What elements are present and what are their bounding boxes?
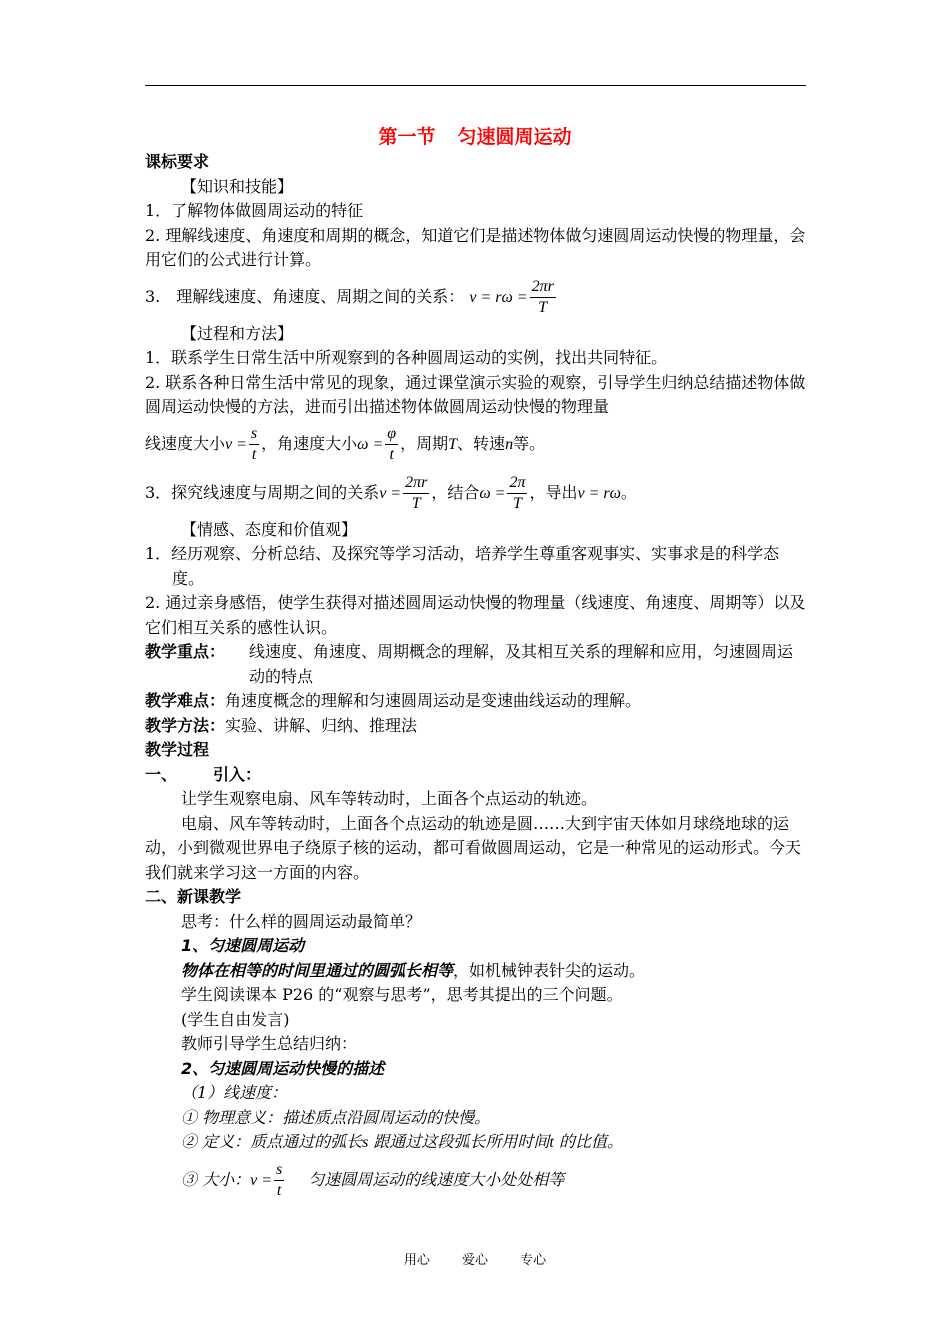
page-title	[0, 122, 950, 149]
text-angular-speed: ，角速度大小	[261, 433, 358, 453]
key-points	[145, 640, 807, 689]
section-1-definition	[145, 959, 807, 984]
fraction-numerator: φ	[385, 424, 398, 445]
fraction-denominator: T	[411, 494, 421, 512]
knowledge-item-3-formula: v = rω =	[469, 288, 528, 306]
definition-text-a: ② 定义：质点通过的弧长	[181, 1132, 363, 1151]
formula-v: v =	[379, 484, 402, 502]
fraction-denominator: t	[389, 445, 394, 463]
symbol-s: s	[362, 1134, 369, 1151]
key-points-text: 线速度、角速度、周期概念的理解，及其相互关系的理解和应用，匀速圆周运动的特点	[249, 642, 794, 686]
definition-text-b: 跟通过这段弧长所用时间	[368, 1132, 550, 1151]
process-item-2: 2. 联系各种日常生活中常见的现象，通过课堂演示实验的观察，引导学生归纳总结描述物体做圆周运动快慢的方法，进而引出描述物体做圆周运动快慢的物理量	[145, 372, 806, 416]
knowledge-item-3-text: 3. 理解线速度、角速度、周期之间的关系：	[145, 286, 465, 306]
intro-heading-number: 一、	[145, 764, 178, 784]
process-item-3	[145, 469, 807, 518]
definition-text-c: 的比值。	[553, 1132, 623, 1151]
fraction-numerator: s	[274, 1160, 284, 1181]
document-body	[145, 150, 807, 1205]
process-item-3-text: 3．探究线速度与周期之间的关系	[145, 482, 380, 502]
magnitude-label: ③ 大小：	[181, 1169, 251, 1189]
symbol-T: T	[448, 435, 458, 453]
think-question: 思考：什么样的圆周运动最简单？	[181, 911, 422, 931]
knowledge-heading: 【知识和技能】	[181, 176, 294, 196]
symbol-n: n	[505, 435, 514, 453]
text-combine: ，结合	[431, 482, 480, 502]
process-item-1: 1．联系学生日常生活中所观察到的各种圆周运动的实例，找出共同特征。	[145, 348, 668, 367]
definition-rest: ，如机械钟表针尖的运动。	[453, 960, 646, 980]
subsection-linear-speed: （1）线速度：	[181, 1083, 288, 1102]
process-section-heading: 教学过程	[145, 740, 210, 759]
intro-heading	[145, 763, 807, 788]
teacher-guide: 教师引导学生总结归纳：	[181, 1034, 358, 1053]
fraction-s-over-t	[249, 424, 259, 465]
intro-paragraph-2-text: 电扇、风车等转动时，上面各个点运动的轨迹是圆……大到宇宙天体如月球绕地球的运动，小到微观世界电子绕原子核的运动，都可看做圆周运动，它是一种常见的运动形式。今天我们就来学习这一方面的内容。	[145, 813, 802, 882]
new-lesson-heading: 二、新课教学	[145, 887, 242, 906]
formula-v: v =	[250, 1171, 272, 1189]
knowledge-item-3	[145, 273, 807, 322]
section-2-title: 2、匀速圆周运动快慢的描述	[181, 1058, 385, 1078]
fraction-numerator: 2π	[507, 473, 527, 494]
teaching-methods	[145, 714, 807, 739]
difficult-points-text: 角速度概念的理解和匀速圆周运动是变速曲线运动的理解。	[225, 691, 642, 710]
process-heading: 【过程和方法】	[181, 323, 294, 343]
title-section-number: 第一节	[378, 126, 436, 148]
emotion-item-2: 2. 通过亲身感悟，使学生获得对描述圆周运动快慢的物理量（线速度、角速度、周期等）以及它们相互关系的感性认识。	[145, 593, 806, 637]
text-etc: 等。	[513, 433, 546, 453]
intro-heading-text: 引入：	[213, 764, 262, 784]
fraction-numerator: 2πr	[403, 473, 429, 494]
knowledge-item-1: 1．了解物体做圆周运动的特征	[145, 201, 364, 220]
emotion-item-1: 1．经历观察、分析总结、及探究等学习活动，培养学生尊重客观事实、实事求是的科学态度。	[145, 544, 780, 588]
teaching-methods-label: 教学方法：	[145, 715, 226, 735]
text-period: ，周期	[400, 433, 449, 453]
header-rule	[145, 85, 806, 86]
fraction-phi-over-t	[385, 424, 398, 465]
teaching-methods-text: 实验、讲解、归纳、推理法	[225, 715, 418, 735]
fraction-denominator: t	[276, 1181, 282, 1199]
fraction-s-over-t	[274, 1160, 284, 1201]
definition-line	[145, 1130, 807, 1156]
text-rotation-speed: 、转速	[457, 433, 506, 453]
formula-omega: ω =	[479, 484, 506, 502]
emotion-heading: 【情感、态度和价值观】	[181, 519, 358, 539]
formula-v: v =	[225, 435, 247, 453]
symbol-t: t	[549, 1134, 554, 1151]
footer-word-2: 爱心	[461, 1253, 488, 1268]
fraction-2pi-over-T	[507, 473, 527, 514]
text-period-mark: 。	[620, 482, 637, 502]
text-linear-speed: 线速度大小	[145, 433, 226, 453]
difficult-points-label: 教学难点：	[145, 691, 226, 710]
knowledge-item-3-fraction	[530, 277, 556, 318]
free-speech-note: (学生自由发言)	[181, 1009, 290, 1029]
standards-heading: 课标要求	[145, 152, 210, 171]
footer-word-1: 用心	[403, 1253, 430, 1268]
process-item-2-formulas	[145, 420, 807, 469]
intro-paragraph-1: 让学生观察电扇、风车等转动时，上面各个点运动的轨迹。	[181, 789, 598, 808]
knowledge-item-2: 2. 理解线速度、角速度和周期的概念，知道它们是描述物体做匀速圆周运动快慢的物理量，会用它们的公式进行计算。	[145, 225, 806, 269]
fraction-denominator: T	[538, 298, 548, 316]
magnitude-note: 匀速圆周运动的线速度大小处处相等	[308, 1169, 565, 1189]
page-footer	[0, 1249, 950, 1268]
formula-result: v = rω	[577, 484, 621, 502]
intro-paragraph-2	[145, 812, 807, 886]
title-topic: 匀速圆周运动	[457, 126, 572, 148]
fraction-2pir-over-T	[403, 473, 429, 514]
fraction-numerator: 2πr	[530, 277, 556, 298]
formula-omega: ω =	[357, 435, 384, 453]
reading-task: 学生阅读课本 P26 的“观察与思考”，思考其提出的三个问题。	[181, 985, 623, 1004]
fraction-denominator: T	[513, 494, 522, 512]
definition-bold: 物体在相等的时间里通过的圆弧长相等	[181, 960, 454, 980]
physical-meaning: ① 物理意义：描述质点沿圆周运动的快慢。	[181, 1107, 491, 1127]
fraction-denominator: t	[251, 445, 257, 463]
section-1-title: 1、匀速圆周运动	[181, 936, 305, 955]
footer-word-3: 专心	[520, 1253, 547, 1268]
difficult-points	[145, 689, 807, 714]
text-derive: ，导出	[529, 482, 578, 502]
magnitude-line	[145, 1156, 807, 1205]
key-points-label: 教学重点：	[145, 642, 226, 661]
fraction-numerator: s	[249, 424, 259, 445]
